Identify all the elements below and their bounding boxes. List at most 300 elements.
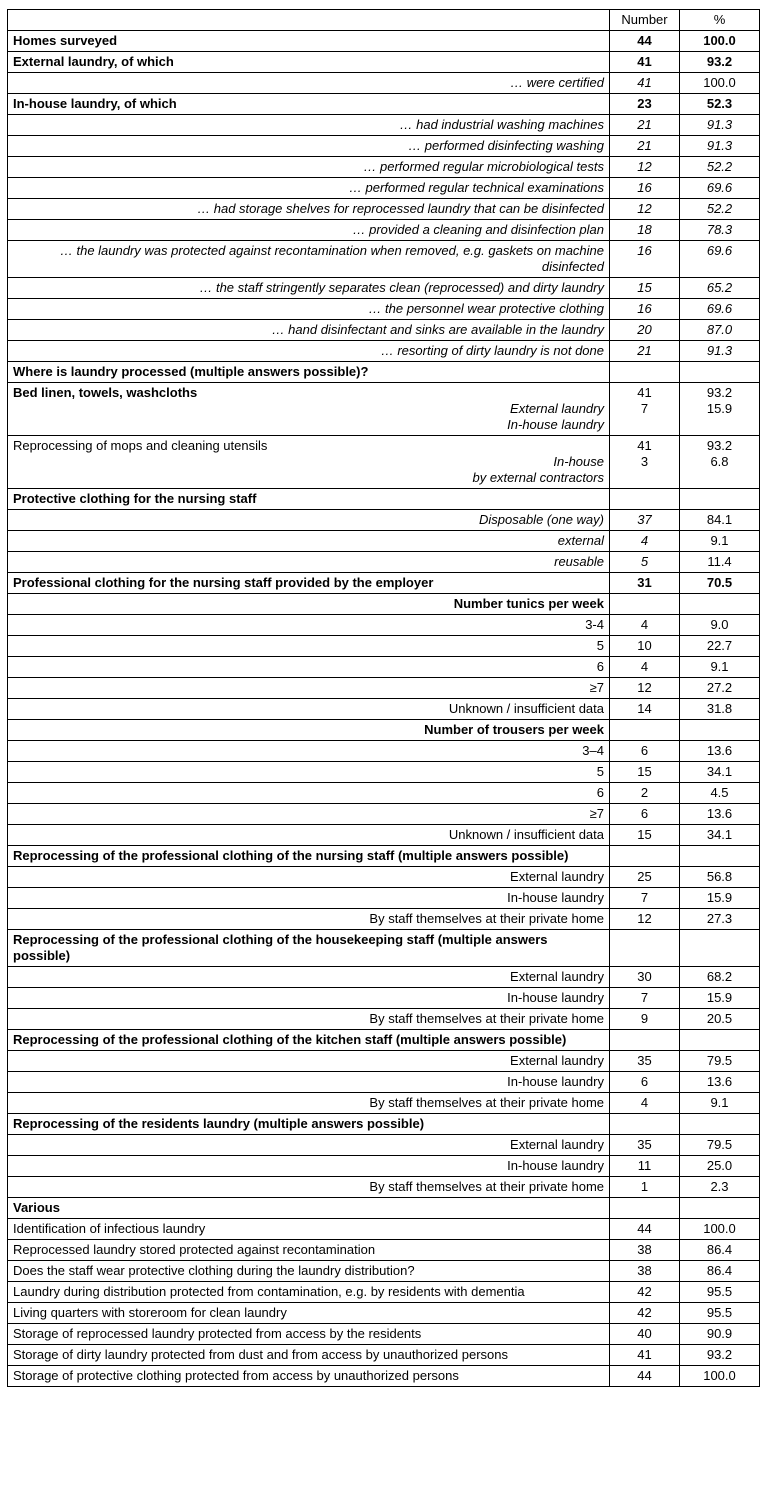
table-row [8, 1282, 760, 1303]
row-percent-cell [680, 1198, 760, 1219]
row-percent-cell [680, 362, 760, 383]
row-number: 38 [637, 1242, 652, 1257]
table-row [8, 510, 760, 531]
row-number: 21 [637, 343, 652, 358]
table-row [8, 930, 760, 967]
row-label: reusable [554, 554, 604, 569]
row-label: … performed disinfecting washing [408, 138, 604, 153]
row-percent: 34.1 [706, 764, 733, 779]
row-percent: 27.2 [706, 680, 733, 695]
row-label: Reprocessing of the professional clothing of the kitchen staff (multiple answers possible) [13, 1032, 567, 1047]
row-label-cell [8, 1282, 610, 1303]
row-percent-cell [680, 615, 760, 636]
table-row [8, 436, 760, 489]
row-label: In-house laundry [507, 990, 604, 1005]
row-label: 6 [596, 659, 604, 674]
row-label-cell [8, 1093, 610, 1114]
row-label-cell [8, 1366, 610, 1387]
row-label: external [557, 533, 604, 548]
row-number-cell [610, 1156, 680, 1177]
row-number: 6 [640, 1074, 649, 1089]
row-percent: 11.4 [707, 554, 732, 569]
table-row [8, 988, 760, 1009]
row-percent-cell [680, 846, 760, 867]
row-number: 35 [637, 1137, 652, 1152]
row-label: External laundry [510, 869, 604, 884]
table-row [8, 52, 760, 73]
row-number-cell [610, 804, 680, 825]
row-percent: 69.6 [706, 301, 733, 316]
row-percent-cell [680, 115, 760, 136]
row-label: Living quarters with storeroom for clean laundry [13, 1305, 287, 1320]
row-label: By staff themselves at their private home [369, 1095, 604, 1110]
row-label: … the staff stringently separates clean (reprocessed) and dirty laundry [199, 280, 604, 295]
row-label-cell [8, 178, 610, 199]
table-row [8, 825, 760, 846]
table-row [8, 320, 760, 341]
row-number-cell [610, 341, 680, 362]
row-percent: 56.8 [706, 869, 733, 884]
row-number-cell [610, 1282, 680, 1303]
row-label-cell [8, 199, 610, 220]
row-percent: 25.0 [706, 1158, 733, 1173]
row-label: Reprocessing of mops and cleaning utensils [13, 438, 268, 453]
row-number: 10 [637, 638, 652, 653]
sub-row-percent: 93.2 [706, 438, 733, 453]
row-number-cell [610, 383, 680, 436]
row-number-cell [610, 1198, 680, 1219]
row-number: 12 [637, 911, 652, 926]
row-label-cell [8, 115, 610, 136]
row-percent: 34.1 [706, 827, 733, 842]
row-number: 20 [637, 322, 652, 337]
row-label: Number of trousers per week [424, 722, 604, 737]
row-label: Storage of protective clothing protected from access by unauthorized persons [13, 1368, 459, 1383]
row-percent-cell [680, 299, 760, 320]
table-row [8, 1135, 760, 1156]
row-label: External laundry, of which [13, 54, 174, 69]
row-label: Bed linen, towels, washcloths [13, 385, 198, 400]
row-number: 7 [640, 890, 649, 905]
header-label-cell [8, 10, 610, 31]
row-label-cell [8, 1219, 610, 1240]
row-number: 18 [637, 222, 652, 237]
row-label-cell [8, 867, 610, 888]
row-label: Storage of dirty laundry protected from dust and from access by unauthorized persons [13, 1347, 508, 1362]
row-percent-cell [680, 636, 760, 657]
row-label-cell [8, 383, 610, 436]
row-label: Unknown / insufficient data [448, 701, 604, 716]
row-label-cell [8, 436, 610, 489]
row-label-cell [8, 720, 610, 741]
row-percent-cell [680, 31, 760, 52]
row-label-cell [8, 320, 610, 341]
row-number-cell [610, 615, 680, 636]
row-percent-cell [680, 720, 760, 741]
row-number-cell [610, 199, 680, 220]
table-row [8, 615, 760, 636]
row-percent: 2.3 [710, 1179, 729, 1194]
row-number: 42 [637, 1284, 652, 1299]
row-number: 6 [640, 806, 649, 821]
row-number: 40 [637, 1326, 652, 1341]
row-percent-cell [680, 1114, 760, 1135]
table-row [8, 1240, 760, 1261]
row-number: 30 [637, 969, 652, 984]
row-label-cell [8, 573, 610, 594]
row-percent-cell [680, 573, 760, 594]
row-percent-cell [680, 1345, 760, 1366]
row-percent: 9.0 [710, 617, 729, 632]
row-number-cell [610, 1345, 680, 1366]
row-number: 6 [640, 743, 649, 758]
row-percent-cell [680, 1156, 760, 1177]
table-row [8, 1366, 760, 1387]
row-percent: 13.6 [706, 743, 733, 758]
row-label: … provided a cleaning and disinfection plan [352, 222, 604, 237]
row-number-cell [610, 1030, 680, 1051]
row-number: 44 [637, 33, 652, 48]
row-label: 5 [596, 638, 604, 653]
row-percent-cell [680, 510, 760, 531]
row-label-cell [8, 1198, 610, 1219]
row-percent-cell [680, 1051, 760, 1072]
row-label: By staff themselves at their private home [369, 911, 604, 926]
row-percent: 13.6 [706, 806, 733, 821]
row-number-cell [610, 320, 680, 341]
row-label-cell [8, 1030, 610, 1051]
row-label-cell [8, 804, 610, 825]
row-percent: 78.3 [706, 222, 733, 237]
row-percent: 69.6 [706, 243, 733, 258]
row-number: 44 [637, 1221, 652, 1236]
row-number: 12 [637, 680, 652, 695]
header-number-cell: Number [610, 10, 680, 31]
table-row [8, 341, 760, 362]
row-number-cell [610, 1219, 680, 1240]
row-label-cell [8, 1009, 610, 1030]
table-row [8, 1261, 760, 1282]
row-number-cell [610, 720, 680, 741]
row-label-cell [8, 31, 610, 52]
row-number-cell [610, 510, 680, 531]
row-percent-cell [680, 804, 760, 825]
row-percent-cell [680, 1261, 760, 1282]
row-label: Does the staff wear protective clothing during the laundry distribution? [13, 1263, 415, 1278]
row-label-cell [8, 825, 610, 846]
row-number-cell [610, 1135, 680, 1156]
table-row [8, 699, 760, 720]
row-percent: 93.2 [706, 54, 733, 69]
row-label-cell [8, 1324, 610, 1345]
table-row [8, 1156, 760, 1177]
row-number-cell [610, 489, 680, 510]
row-number-cell [610, 157, 680, 178]
row-label: … were certified [510, 75, 604, 90]
row-label: Protective clothing for the nursing staff [13, 491, 257, 506]
sub-row-number: 41 [637, 438, 652, 453]
row-number-cell [610, 94, 680, 115]
table-row [8, 1324, 760, 1345]
row-label-cell [8, 699, 610, 720]
row-percent: 100.0 [703, 33, 736, 48]
row-label-cell [8, 241, 610, 278]
row-label: Laundry during distribution protected from contamination, e.g. by residents with dementia [13, 1284, 525, 1299]
table-row [8, 1009, 760, 1030]
row-label-cell [8, 299, 610, 320]
row-label: Reprocessing of the professional clothing of the nursing staff (multiple answers possible) [13, 848, 569, 863]
row-number: 31 [637, 575, 652, 590]
row-label: Homes surveyed [13, 33, 118, 48]
row-percent: 31.8 [706, 701, 733, 716]
row-label-cell [8, 278, 610, 299]
row-number: 16 [637, 301, 652, 316]
table-row [8, 115, 760, 136]
row-label-cell [8, 1072, 610, 1093]
row-percent-cell [680, 94, 760, 115]
row-label-cell [8, 930, 610, 967]
sub-row-number: 41 [637, 385, 652, 400]
row-label-cell [8, 657, 610, 678]
row-percent: 15.9 [706, 990, 733, 1005]
row-percent-cell [680, 436, 760, 489]
row-number: 12 [637, 159, 652, 174]
row-label: ≥7 [589, 680, 604, 695]
table-row [8, 594, 760, 615]
row-percent-cell [680, 199, 760, 220]
row-percent: 95.5 [706, 1284, 733, 1299]
row-label: … had industrial washing machines [399, 117, 604, 132]
row-percent: 68.2 [706, 969, 733, 984]
row-number-cell [610, 1303, 680, 1324]
row-percent: 86.4 [706, 1263, 733, 1278]
row-label: 6 [596, 785, 604, 800]
row-number: 44 [637, 1368, 652, 1383]
table-row [8, 157, 760, 178]
sub-row-label: In-house laundry [507, 417, 604, 432]
row-number: 4 [640, 617, 649, 632]
row-percent-cell [680, 1177, 760, 1198]
table-row [8, 636, 760, 657]
row-percent-cell [680, 341, 760, 362]
row-label-cell [8, 988, 610, 1009]
row-number: 42 [637, 1305, 652, 1320]
table-row [8, 94, 760, 115]
row-number-cell [610, 1009, 680, 1030]
row-number-cell [610, 762, 680, 783]
row-label-cell [8, 762, 610, 783]
row-percent-cell [680, 988, 760, 1009]
table-row [8, 1198, 760, 1219]
row-label-cell [8, 888, 610, 909]
row-label-cell [8, 1156, 610, 1177]
row-number-cell [610, 1261, 680, 1282]
row-percent-cell [680, 909, 760, 930]
table-row [8, 178, 760, 199]
row-number-cell [610, 1324, 680, 1345]
row-number-cell [610, 178, 680, 199]
row-label: Disposable (one way) [478, 512, 604, 527]
table-row [8, 199, 760, 220]
table-row [8, 362, 760, 383]
row-number-cell [610, 967, 680, 988]
row-percent: 4.5 [710, 785, 729, 800]
table-row [8, 1345, 760, 1366]
row-percent-cell [680, 1009, 760, 1030]
row-percent: 52.3 [706, 96, 733, 111]
row-percent: 9.1 [710, 533, 729, 548]
row-label: … resorting of dirty laundry is not done [380, 343, 604, 358]
row-percent-cell [680, 762, 760, 783]
row-number: 23 [637, 96, 652, 111]
row-number: 5 [640, 554, 649, 569]
row-number: 16 [637, 180, 652, 195]
row-label-cell [8, 157, 610, 178]
row-percent-cell [680, 967, 760, 988]
row-label: External laundry [510, 1053, 604, 1068]
row-label-cell [8, 1135, 610, 1156]
row-percent: 91.3 [706, 343, 733, 358]
row-number-cell [610, 115, 680, 136]
row-number-cell [610, 362, 680, 383]
row-percent-cell [680, 73, 760, 94]
row-number: 7 [640, 990, 649, 1005]
row-label: Unknown / insufficient data [448, 827, 604, 842]
row-label-cell [8, 783, 610, 804]
row-number: 4 [640, 533, 649, 548]
table-header-row [8, 10, 760, 31]
row-number: 4 [640, 1095, 649, 1110]
row-number-cell [610, 573, 680, 594]
row-percent-cell [680, 1030, 760, 1051]
table-row [8, 1051, 760, 1072]
row-number: 12 [637, 201, 652, 216]
row-label-cell [8, 94, 610, 115]
row-number-cell [610, 825, 680, 846]
row-label-cell [8, 1261, 610, 1282]
sub-row-label: In-house [553, 454, 604, 469]
row-number-cell [610, 1366, 680, 1387]
table-row [8, 31, 760, 52]
row-label-cell [8, 1177, 610, 1198]
row-label-cell [8, 967, 610, 988]
row-percent: 13.6 [706, 1074, 733, 1089]
row-number: 16 [637, 243, 652, 258]
row-number-cell [610, 1177, 680, 1198]
row-number: 38 [637, 1263, 652, 1278]
row-label-cell [8, 1345, 610, 1366]
row-percent-cell [680, 52, 760, 73]
row-percent: 87.0 [706, 322, 733, 337]
row-percent-cell [680, 1303, 760, 1324]
row-number-cell [610, 909, 680, 930]
row-percent: 84.1 [706, 512, 733, 527]
row-label-cell [8, 909, 610, 930]
row-percent: 20.5 [706, 1011, 733, 1026]
row-percent: 70.5 [706, 575, 733, 590]
row-percent-cell [680, 241, 760, 278]
row-label: In-house laundry, of which [13, 96, 177, 111]
row-label: Number tunics per week [453, 596, 604, 611]
row-percent-cell [680, 320, 760, 341]
row-label: In-house laundry [507, 890, 604, 905]
row-label: Reprocessing of the professional clothing of the housekeeping staff (multiple answers possible) [13, 932, 548, 963]
table-row [8, 1072, 760, 1093]
row-percent-cell [680, 489, 760, 510]
row-label-cell [8, 594, 610, 615]
row-label-cell [8, 73, 610, 94]
row-percent-cell [680, 531, 760, 552]
row-percent: 9.1 [710, 1095, 729, 1110]
row-number: 25 [637, 869, 652, 884]
row-label: … had storage shelves for reprocessed laundry that can be disinfected [197, 201, 604, 216]
row-label-cell [8, 52, 610, 73]
row-number-cell [610, 1114, 680, 1135]
row-percent: 91.3 [706, 138, 733, 153]
row-label: Reprocessing of the residents laundry (multiple answers possible) [13, 1116, 425, 1131]
row-number-cell [610, 846, 680, 867]
row-label: By staff themselves at their private home [369, 1179, 604, 1194]
row-label-cell [8, 846, 610, 867]
row-percent: 27.3 [706, 911, 733, 926]
sub-row-percent: 6.8 [710, 454, 729, 469]
table-row [8, 909, 760, 930]
row-label-cell [8, 1114, 610, 1135]
row-label: Various [13, 1200, 60, 1215]
row-percent-cell [680, 1366, 760, 1387]
row-number: 21 [637, 138, 652, 153]
table-row [8, 1030, 760, 1051]
row-percent-cell [680, 1093, 760, 1114]
table-row [8, 1219, 760, 1240]
row-number-cell [610, 1093, 680, 1114]
table-row [8, 1093, 760, 1114]
row-label-cell [8, 531, 610, 552]
row-label: Storage of reprocessed laundry protected from access by the residents [13, 1326, 422, 1341]
row-label-cell [8, 220, 610, 241]
row-percent-cell [680, 220, 760, 241]
row-percent: 90.9 [706, 1326, 733, 1341]
row-percent-cell [680, 699, 760, 720]
row-number-cell [610, 636, 680, 657]
row-label: ≥7 [589, 806, 604, 821]
row-number-cell [610, 988, 680, 1009]
table-row [8, 489, 760, 510]
row-label-cell [8, 136, 610, 157]
row-percent-cell [680, 783, 760, 804]
row-label-cell [8, 552, 610, 573]
sub-row-label: by external contractors [472, 470, 604, 485]
row-label: External laundry [510, 969, 604, 984]
table-row [8, 241, 760, 278]
row-percent-cell [680, 741, 760, 762]
row-percent: 86.4 [706, 1242, 733, 1257]
laundry-survey-table [7, 9, 760, 1387]
row-label-cell [8, 1051, 610, 1072]
row-number-cell [610, 31, 680, 52]
row-percent-cell [680, 157, 760, 178]
sub-row-label: External laundry [510, 401, 604, 416]
sub-row-number: 7 [640, 401, 649, 416]
table-row [8, 220, 760, 241]
row-label: In-house laundry [507, 1158, 604, 1173]
sub-row-number: 3 [640, 454, 649, 469]
sub-row-percent: 15.9 [706, 401, 733, 416]
row-number: 41 [637, 54, 652, 69]
table-row [8, 136, 760, 157]
row-number: 9 [640, 1011, 649, 1026]
row-percent-cell [680, 888, 760, 909]
